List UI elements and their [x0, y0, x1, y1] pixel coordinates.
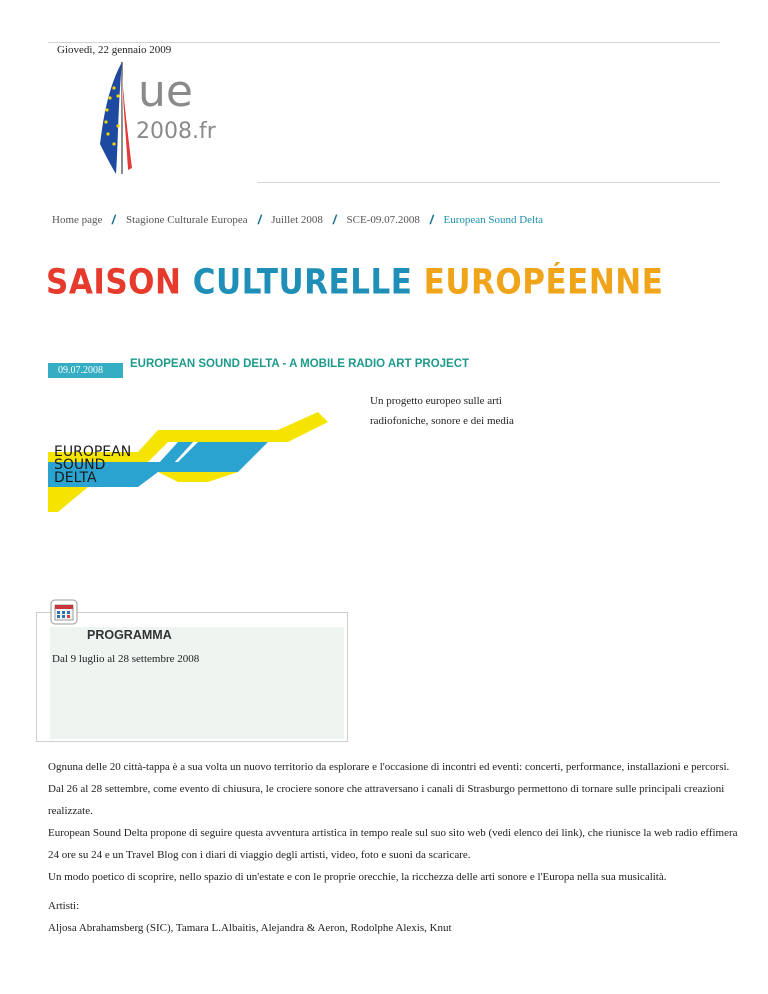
calendar-icon-graphic — [50, 599, 78, 625]
body-paragraph: Un modo poetico di scoprire, nello spazio di un'estate e con le proprie orecchie, la ricchezza delle arti sonore e l'Europa nella sua musicalità. — [48, 871, 667, 883]
breadcrumb-stagione[interactable]: Stagione Culturale Europea — [126, 213, 248, 226]
breadcrumb-separator: / — [111, 212, 118, 227]
breadcrumb-juillet[interactable]: Juillet 2008 — [271, 213, 323, 226]
header-date: Giovedì, 22 gennaio 2009 — [57, 44, 172, 56]
breadcrumb-separator: / — [256, 212, 263, 227]
banner-word-culturelle: CULTURELLE — [192, 262, 413, 303]
european-sound-delta-logo — [48, 412, 348, 512]
programma-title: PROGRAMMA — [87, 628, 172, 642]
body-paragraph: European Sound Delta propone di seguire questa avventura artistica in tempo reale sul suo sito web (vedi elenco dei link), che riunisce la web radio effimera 24 ore su 24 e un Travel Blog con i diari di viaggio degli artisti, video, foto e suoni da scaricare. — [48, 827, 738, 861]
header-divider — [258, 182, 720, 183]
esd-line-european: EUROPEAN — [54, 444, 132, 460]
esd-line-delta: DELTA — [54, 470, 97, 486]
artists-list: Aljosa Abrahamsberg (SIC), Tamara L.Albaitis, Alejandra & Aeron, Rodolphe Alexis, Knut — [48, 922, 452, 934]
breadcrumb-sce[interactable]: SCE-09.07.2008 — [346, 213, 420, 226]
breadcrumb-separator: / — [331, 212, 338, 227]
esd-logo-graphic — [48, 412, 348, 512]
artists-heading: Artisti: — [48, 900, 80, 912]
banner-word-saison: SAISON — [46, 262, 182, 303]
top-divider — [48, 42, 720, 43]
article-date-badge: 09.07.2008 — [48, 363, 123, 378]
article-body — [48, 756, 738, 888]
esd-line-sound: SOUND — [54, 457, 106, 473]
body-paragraph: Dal 26 al 28 settembre, come evento di chiusura, le crociere sonore che attraversano i canali di Strasburgo permettono di tornare sulle principali creazioni realizzate. — [48, 783, 725, 817]
article-title: EUROPEAN SOUND DELTA - A MOBILE RADIO ART PROJECT — [130, 358, 470, 370]
article-intro: Un progetto europeo sulle arti radiofoniche, sonore e dei media — [370, 395, 514, 427]
ue2008-logo[interactable] — [92, 56, 224, 180]
programma-panel — [50, 627, 344, 739]
breadcrumb-home[interactable]: Home page — [52, 213, 103, 226]
programma-dates: Dal 9 luglio al 28 settembre 2008 — [52, 653, 200, 665]
calendar-icon — [50, 599, 78, 625]
breadcrumb-current: European Sound Delta — [443, 213, 544, 226]
breadcrumb — [52, 212, 543, 227]
ue2008-logo-graphic — [92, 56, 224, 180]
saison-culturelle-banner — [46, 262, 663, 302]
banner-word-europeenne: EUROPÉENNE — [423, 262, 664, 303]
body-paragraph: Ognuna delle 20 città-tappa è a sua volta un nuovo territorio da esplorare e l'occasione di incontri ed eventi: concerti, performance, installazioni e percorsi. — [48, 761, 730, 773]
logo-text-2008: 2008.fr — [136, 119, 216, 144]
logo-text-ue: ue — [138, 66, 193, 117]
breadcrumb-separator: / — [428, 212, 435, 227]
